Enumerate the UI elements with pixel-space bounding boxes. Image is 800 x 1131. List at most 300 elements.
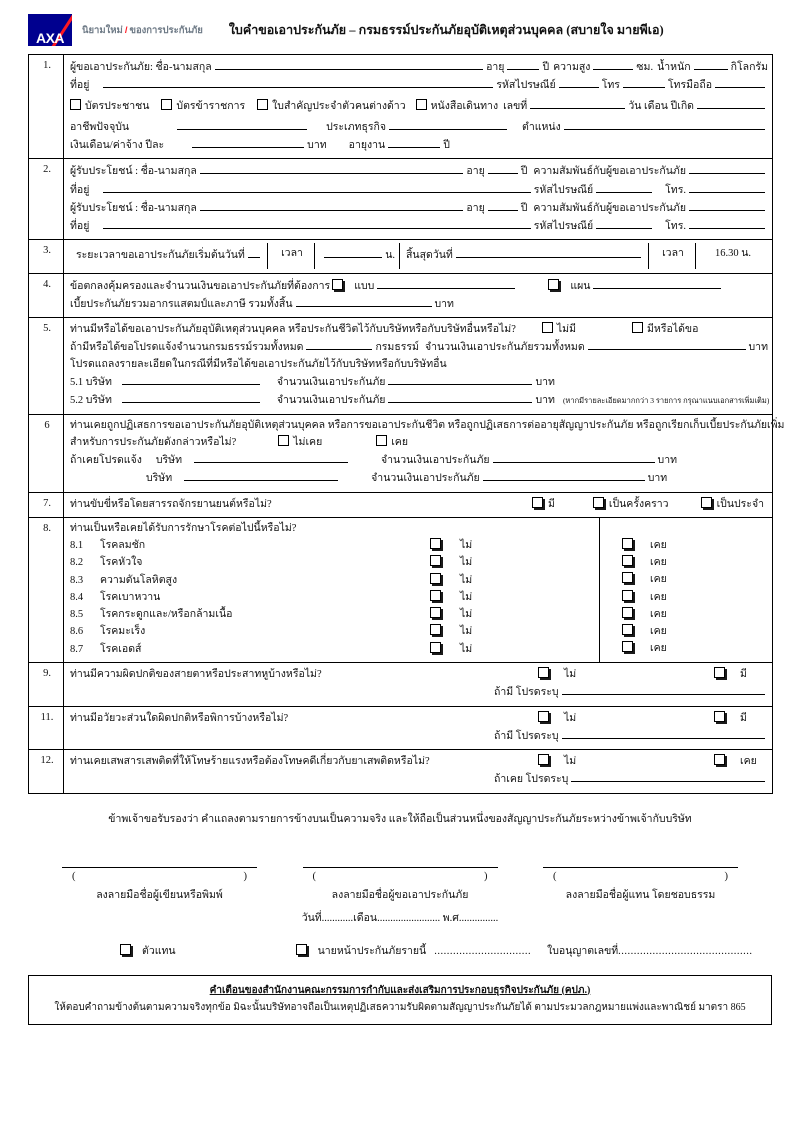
id-number-label: เลขที่ <box>503 100 528 112</box>
broker-dots[interactable]: ............................... <box>434 945 532 957</box>
s12-specify-label: ถ้าเคย โปรดระบุ <box>494 774 569 786</box>
paren-open-2: ( <box>553 870 557 882</box>
section-number-1: 1. <box>29 55 64 159</box>
checkbox-s8-no-2[interactable] <box>430 573 441 584</box>
beneficiary-2-tel-input[interactable] <box>689 217 765 229</box>
section-number-7: 7. <box>29 492 64 517</box>
s5-company-2-row <box>70 391 768 409</box>
applicant-address-row <box>70 76 768 94</box>
s6-company-label-2: บริษัท <box>146 473 173 485</box>
checkbox-s8-no-1[interactable] <box>430 555 441 566</box>
axa-logo <box>28 14 72 46</box>
table-row-section-8 <box>29 517 773 662</box>
section-number-4: 4. <box>29 273 64 318</box>
section-9-body <box>64 662 773 706</box>
s5-detail-label: โปรดแถลงรายละเอียดในกรณีที่มีหรือได้ขอเอาประกันภัยไว้กับบริษัทหรือกับบริษัทอื่น <box>70 358 447 370</box>
beneficiary-2-relation-label: ความสัมพันธ์กับผู้ขอเอาประกันภัย <box>533 202 686 214</box>
premium-label: เบี้ยประกันภัยรวมอากรแสตมป์และภาษี รวมทั้งสิ้น <box>70 298 293 310</box>
address-input[interactable] <box>103 76 493 88</box>
s6-option-no: ไม่เคย <box>293 436 323 448</box>
tagline-left: นิยามใหม่ <box>82 24 123 36</box>
list-item <box>622 537 772 554</box>
list-item <box>622 554 772 571</box>
s5-row2-label: 5.2 บริษัท <box>70 395 112 407</box>
section-number-9: 9. <box>29 662 64 706</box>
list-item <box>70 537 599 554</box>
checkbox-s8-no-4[interactable] <box>430 607 441 618</box>
s8-item-list <box>70 537 599 658</box>
s11-specify-label: ถ้ามี โปรดระบุ <box>494 730 559 742</box>
agent-label: ตัวแทน <box>142 945 176 957</box>
section-7-body <box>64 492 773 517</box>
applicant-name-input[interactable] <box>215 58 483 70</box>
beneficiary-2-address-row <box>70 217 768 235</box>
checkbox-s8-yes-3[interactable] <box>622 590 633 601</box>
id-type-row <box>70 97 768 115</box>
salary-baht-unit: บาท <box>307 140 327 152</box>
checkbox-s8-yes-5[interactable] <box>622 624 633 635</box>
s12-specify-input[interactable] <box>571 770 765 782</box>
list-item <box>622 640 772 657</box>
period-end-row <box>406 246 644 264</box>
s5-sum-1-input[interactable] <box>388 373 532 385</box>
s5-question-row <box>70 321 768 338</box>
s5-sum-2-label: จำนวนเงินเอาประกันภัย <box>276 395 386 407</box>
s8-index-5: 8.6 <box>70 626 84 638</box>
paren-open-0: ( <box>72 870 76 882</box>
broker-label: นายหน้าประกันภัยรายนี้ <box>317 945 427 957</box>
s8-yes-label-2: เคย <box>650 574 667 586</box>
beneficiary-2-year-unit: ปี <box>520 202 528 214</box>
tel-input[interactable] <box>623 76 665 88</box>
s5-baht-unit-1: บาท <box>535 376 555 388</box>
s5-detail-row <box>70 357 768 373</box>
beneficiary-2-age-label: อายุ <box>466 202 485 214</box>
page-title: ใบคำขอเอาประกันภัย – กรมธรรม์ประกันภัยอุบัติเหตุส่วนบุคคล (สบายใจ มายพีเอ) <box>228 23 664 37</box>
checkbox-s12-no[interactable] <box>538 754 549 765</box>
section-11-body <box>64 706 773 750</box>
s9-question-row <box>70 666 768 683</box>
s8-index-6: 8.7 <box>70 643 84 655</box>
declaration-text: ข้าพเจ้าขอรับรองว่า คำแถลงตามรายการข้างบนเป็นความจริง และให้ถือเป็นส่วนหนึ่งของสัญญาประกันภัยระหว่างข้าพเจ้ากับบริษัท <box>108 813 692 825</box>
s5-baht-unit-2: บาท <box>535 395 555 407</box>
work-years-unit: ปี <box>443 140 450 152</box>
s11-specify-row <box>70 727 768 745</box>
period-end-label: สิ้นสุดวันที่ <box>406 250 453 262</box>
checkbox-id-alien[interactable] <box>257 99 268 110</box>
tagline-slash: / <box>124 24 128 36</box>
salary-row <box>70 136 768 154</box>
section-4-body <box>64 273 773 318</box>
weight-label: น้ำหนัก <box>657 62 691 73</box>
s8-yes-label-6: เคย <box>650 643 667 655</box>
beneficiary-2-name-row <box>70 199 768 217</box>
section-number-12: 12. <box>29 750 64 794</box>
s8-index-1: 8.2 <box>70 557 84 569</box>
table-row-section-12 <box>29 750 773 794</box>
checkbox-coverage-plan[interactable] <box>548 279 559 290</box>
section-1-body <box>64 55 773 159</box>
beneficiary-2-age-input[interactable] <box>488 199 518 211</box>
checkbox-s11-yes[interactable] <box>714 711 725 722</box>
work-years-input[interactable] <box>388 136 440 148</box>
s8-no-label-1: ไม่ <box>460 557 473 569</box>
checkbox-coverage-type[interactable] <box>332 279 343 290</box>
s7-question-row <box>70 496 768 513</box>
s8-index-0: 8.1 <box>70 540 84 552</box>
s6-question-line-1 <box>70 418 785 434</box>
s8-yes-label-3: เคย <box>650 591 667 603</box>
license-label: ใบอนุญาตเลขที่ <box>547 945 619 957</box>
coverage-plan-input[interactable] <box>593 277 721 289</box>
s8-wrapper <box>70 521 768 658</box>
s8-name-0: โรคลมชัก <box>100 540 146 552</box>
s6-sum-label-1: จำนวนเงินเอาประกันภัย <box>381 455 490 467</box>
paren-close-2: ) <box>724 870 728 882</box>
checkbox-s11-no[interactable] <box>538 711 549 722</box>
s6-option-yes: เคย <box>391 436 408 448</box>
signature-parens-writer <box>62 871 257 882</box>
s8-name-2: ความดันโลหิตสูง <box>100 574 178 586</box>
list-item <box>70 606 599 623</box>
s9-specify-label: ถ้ามี โปรดระบุ <box>494 687 559 699</box>
s12-question: ท่านเคยเสพสารเสพติดที่ให้โทษร้ายแรงหรือต้องโทษคดีเกี่ยวกับยาเสพติดหรือไม่? <box>70 756 430 768</box>
period-start-row <box>76 246 263 264</box>
mobile-label: โทรมือถือ <box>667 80 712 92</box>
s7-option-yes: มี <box>547 498 555 510</box>
beneficiary-1-age-input[interactable] <box>488 162 518 174</box>
checkbox-s8-no-3[interactable] <box>430 590 441 601</box>
salary-label: เงินเดือน/ค่าจ้าง ปีละ <box>70 140 165 152</box>
start-time-cell <box>315 243 400 268</box>
s8-no-label-3: ไม่ <box>460 591 473 603</box>
s6-baht-2: บาท <box>647 473 668 485</box>
list-item <box>70 572 599 589</box>
beneficiary-1-relation-label: ความสัมพันธ์กับผู้ขอเอาประกันภัย <box>533 166 686 178</box>
s5-baht-unit: บาท <box>748 342 768 354</box>
height-input[interactable] <box>593 58 633 70</box>
s6-question-1: ท่านเคยถูกปฏิเสธการขอเอาประกันภัยอุบัติเหตุส่วนบุคคล หรือการขอเอาประกันชีวิต หรือถูกปฏิเสธการต่ออายุสัญญาประกันภัย หรือถูกเรียกเก็บเบี้ยประกันภัยเพิ่ม <box>70 419 785 431</box>
tagline-right: ของการประกันภัย <box>129 24 203 36</box>
premium-row <box>70 295 768 313</box>
position-label: ตำแหน่ง <box>522 121 561 133</box>
s8-no-label-0: ไม่ <box>460 540 473 552</box>
year-unit: ปี <box>542 62 550 73</box>
checkbox-s7-regular[interactable] <box>701 497 712 508</box>
s6-company-2-row <box>70 469 768 487</box>
checkbox-id-government[interactable] <box>161 99 172 110</box>
s5-company-1-input[interactable] <box>122 373 260 385</box>
s5-option-no: ไม่มี <box>556 324 576 336</box>
section-number-8: 8. <box>29 517 64 662</box>
height-label: ความสูง <box>553 62 591 73</box>
beneficiary-2-postcode-input[interactable] <box>596 217 652 229</box>
birth-input[interactable] <box>697 97 765 109</box>
s5-option-yes: มีหรือได้ขอ <box>647 324 699 336</box>
occupation-label: อาชีพปัจจุบัน <box>70 121 130 133</box>
checkbox-s8-yes-1[interactable] <box>622 555 633 566</box>
address-label: ที่อยู่ <box>70 80 90 92</box>
checkbox-s5-yes[interactable] <box>632 322 643 333</box>
s8-no-label-2: ไม่ <box>460 574 473 586</box>
checkbox-s9-no[interactable] <box>538 667 549 678</box>
s6-company-2-input[interactable] <box>184 469 338 481</box>
business-input[interactable] <box>389 118 507 130</box>
s5-total-sum-label: จำนวนเงินเอาประกันภัยรวมทั้งหมด <box>424 342 585 354</box>
s12-option-yes: เคย <box>740 756 757 768</box>
checkbox-s12-yes[interactable] <box>714 754 725 765</box>
list-item <box>622 571 772 588</box>
checkbox-id-passport[interactable] <box>416 99 427 110</box>
weight-input[interactable] <box>694 58 728 70</box>
checkbox-s6-never[interactable] <box>278 435 289 446</box>
signature-block-applicant <box>303 867 498 903</box>
paren-close-1: ) <box>484 870 488 882</box>
checkbox-s7-occasional[interactable] <box>593 497 604 508</box>
table-row-section-2 <box>29 159 773 240</box>
id-option-3: หนังสือเดินทาง <box>430 100 499 112</box>
warning-box <box>28 975 772 1025</box>
list-item <box>70 589 599 606</box>
checkbox-s8-no-0[interactable] <box>430 538 441 549</box>
period-start-input[interactable] <box>248 246 260 258</box>
s6-sum-1-input[interactable] <box>493 451 655 463</box>
checkbox-s8-yes-4[interactable] <box>622 607 633 618</box>
start-time-label-cell: เวลา <box>268 243 315 268</box>
s12-question-row <box>70 753 768 770</box>
beneficiary-1-label: ผู้รับประโยชน์ : ชื่อ-นามสกุล <box>70 166 197 178</box>
s8-index-4: 8.5 <box>70 609 84 621</box>
s6-if-yes-label: ถ้าเคยโปรดแจ้ง <box>70 455 142 467</box>
start-hour-unit: น. <box>385 250 395 262</box>
section-12-body <box>64 750 773 794</box>
beneficiary-1-tel-input[interactable] <box>689 181 765 193</box>
checkbox-s8-yes-6[interactable] <box>622 641 633 652</box>
beneficiary-1-name-row <box>70 162 768 180</box>
applicant-name-label: ผู้ขอเอาประกันภัย: ชื่อ-นามสกุล <box>70 62 212 73</box>
warning-title: คำเตือนของสำนักงานคณะกรรมการกำกับและส่งเสริมการประกอบธุรกิจประกันภัย (คปภ.) <box>209 984 591 996</box>
s7-option-occasional: เป็นครั้งคราว <box>608 498 669 510</box>
signature-line-guardian[interactable] <box>543 867 738 868</box>
signature-line-applicant[interactable] <box>303 867 498 868</box>
beneficiary-2-postcode-label: รหัสไปรษณีย์ <box>533 221 594 233</box>
signature-block-guardian <box>543 867 738 903</box>
beneficiary-1-age-label: อายุ <box>466 166 485 178</box>
mobile-input[interactable] <box>715 76 765 88</box>
beneficiary-2-relation-input[interactable] <box>689 199 765 211</box>
list-item <box>622 623 772 640</box>
s6-sum-label-2: จำนวนเงินเอาประกันภัย <box>371 473 480 485</box>
signature-area <box>62 867 738 903</box>
date-line[interactable]: วันที่............เดือน........................ พ.ศ............... <box>301 912 499 924</box>
s9-option-no: ไม่ <box>564 668 577 680</box>
work-years-label: อายุงาน <box>348 140 386 152</box>
age-input[interactable] <box>507 58 539 70</box>
period-end-input[interactable] <box>456 246 641 258</box>
s6-baht-1: บาท <box>657 455 678 467</box>
coverage-label: ข้อตกลงคุ้มครองและจำนวนเงินขอเอาประกันภัยที่ต้องการ <box>70 280 331 292</box>
s11-specify-input[interactable] <box>562 727 765 739</box>
s8-no-label-4: ไม่ <box>460 609 473 621</box>
signature-line-writer[interactable] <box>62 867 257 868</box>
checkbox-s7-yes[interactable] <box>532 497 543 508</box>
premium-input[interactable] <box>296 295 432 307</box>
beneficiary-1-name-input[interactable] <box>200 162 464 174</box>
s8-left-column <box>70 521 599 658</box>
signature-caption-applicant: ลงลายมือชื่อผู้ขอเอาประกันภัย <box>331 889 469 901</box>
paren-open-1: ( <box>312 870 316 882</box>
beneficiary-2-label: ผู้รับประโยชน์ : ชื่อ-นามสกุล <box>70 202 197 214</box>
warning-body: ให้ตอบคำถามข้างต้นตามความจริงทุกข้อ มิฉะนั้นบริษัทอาจถือเป็นเหตุปฏิเสธความรับผิดตามสัญญาประกันภัยได้ ตามประมวลกฎหมายแพ่งและพาณิชย์ มาตรา 865 <box>54 1001 746 1013</box>
s8-index-2: 8.3 <box>70 574 84 586</box>
beneficiary-1-postcode-input[interactable] <box>596 181 652 193</box>
section-8-body <box>64 517 773 662</box>
list-item <box>622 589 772 606</box>
s11-option-yes: มี <box>740 712 747 724</box>
period-start-label: ระยะเวลาขอเอาประกันภัยเริ่มต้นวันที่ <box>76 250 245 262</box>
section-5-body <box>64 318 773 414</box>
table-row-section-6 <box>29 414 773 492</box>
checkbox-s8-yes-0[interactable] <box>622 538 633 549</box>
table-row-section-5 <box>29 318 773 414</box>
id-option-0: บัตรประชาชน <box>85 100 150 112</box>
signature-caption-writer: ลงลายมือชื่อผู้เขียนหรือพิมพ์ <box>96 889 223 901</box>
start-time-row <box>321 246 395 264</box>
beneficiary-1-address-row <box>70 181 768 199</box>
age-label: อายุ <box>486 62 505 73</box>
beneficiary-2-name-input[interactable] <box>200 199 464 211</box>
coverage-type-input[interactable] <box>377 277 515 289</box>
section-6-body <box>64 414 785 492</box>
checkbox-s5-no[interactable] <box>542 322 553 333</box>
s5-policy-unit: กรมธรรม์ <box>375 342 419 354</box>
s11-question: ท่านมีอวัยวะส่วนใดผิดปกติหรือพิการบ้างหรือไม่? <box>70 712 289 724</box>
checkbox-s6-ever[interactable] <box>376 435 387 446</box>
s6-company-1-row <box>70 451 768 469</box>
applicant-name-row <box>70 58 768 76</box>
tel-label: โทร <box>601 80 620 92</box>
s11-option-no: ไม่ <box>564 712 577 724</box>
end-time-value: 16.30 น. <box>714 248 752 260</box>
s7-question: ท่านขับขี่หรือโดยสารรถจักรยานยนต์หรือไม่? <box>70 498 272 510</box>
table-row-section-4 <box>29 273 773 318</box>
s11-question-row <box>70 710 768 727</box>
list-item <box>622 606 772 623</box>
postcode-input[interactable] <box>559 76 599 88</box>
id-number-input[interactable] <box>530 97 625 109</box>
s5-sum-2-input[interactable] <box>388 391 532 403</box>
list-item <box>70 623 599 640</box>
s8-name-4: โรคกระดูกและ/หรือกล้ามเนื้อ <box>100 609 233 621</box>
s5-policy-count-input[interactable] <box>306 338 372 350</box>
occupation-row <box>70 118 768 136</box>
checkbox-s8-yes-2[interactable] <box>622 572 633 583</box>
s8-yes-label-1: เคย <box>650 557 667 569</box>
beneficiary-1-tel-label: โทร. <box>665 184 686 196</box>
s8-yes-label-4: เคย <box>650 608 667 620</box>
checkbox-agent[interactable] <box>120 944 131 955</box>
table-row-section-9 <box>29 662 773 706</box>
s9-specify-row <box>70 683 768 701</box>
checkbox-s8-no-5[interactable] <box>430 624 441 635</box>
s5-row1-label: 5.1 บริษัท <box>70 376 112 388</box>
signature-parens-guardian <box>543 871 738 882</box>
beneficiary-1-postcode-label: รหัสไปรษณีย์ <box>533 184 594 196</box>
agent-broker-row <box>120 942 800 959</box>
s6-company-label-1: บริษัท <box>155 455 182 467</box>
occupation-input[interactable] <box>177 118 307 130</box>
form-table <box>28 54 785 794</box>
s6-company-1-input[interactable] <box>194 451 348 463</box>
checkbox-id-citizen[interactable] <box>70 99 81 110</box>
s9-option-yes: มี <box>740 668 747 680</box>
signature-block-writer <box>62 867 257 903</box>
beneficiary-2-address-input[interactable] <box>103 217 530 229</box>
s5-company-2-input[interactable] <box>122 391 260 403</box>
beneficiary-1-address-label: ที่อยู่ <box>70 184 90 196</box>
s8-name-6: โรคเอดส์ <box>100 643 142 655</box>
s5-total-sum-input[interactable] <box>588 338 746 350</box>
period-start-cell <box>70 243 268 268</box>
section-3-table <box>70 243 768 268</box>
section-number-5: 5. <box>29 318 64 414</box>
start-time-input[interactable] <box>324 246 382 258</box>
checkbox-broker[interactable] <box>296 944 307 955</box>
s9-question: ท่านมีความผิดปกติของสายตาหรือประสาทหูบ้างหรือไม่? <box>70 668 322 680</box>
id-option-1: บัตรข้าราชการ <box>176 100 246 112</box>
s8-no-label-6: ไม่ <box>460 643 473 655</box>
period-end-cell <box>400 243 649 268</box>
birth-label: วัน เดือน ปีเกิด <box>628 100 694 112</box>
s6-question-line-2 <box>70 434 768 451</box>
license-dots[interactable]: ........................................... <box>618 945 753 957</box>
beneficiary-2-address-label: ที่อยู่ <box>70 221 90 233</box>
beneficiary-1-relation-input[interactable] <box>689 162 765 174</box>
s9-specify-input[interactable] <box>562 683 765 695</box>
s6-question-2: สำหรับการประกันภัยดังกล่าวหรือไม่? <box>70 436 237 448</box>
beneficiary-1-year-unit: ปี <box>520 166 528 178</box>
end-time-label-cell: เวลา <box>649 243 696 268</box>
s5-question: ท่านมีหรือได้ขอเอาประกันภัยอุบัติเหตุส่วนบุคคล หรือประกันชีวิตไว้กับบริษัทหรือกับบริษัทอื่นหรือไม่? <box>70 324 516 336</box>
kg-unit: กิโลกรัม <box>730 62 768 73</box>
beneficiary-1-address-input[interactable] <box>103 181 530 193</box>
form-header <box>0 0 800 54</box>
section-number-11: 11. <box>29 706 64 750</box>
position-input[interactable] <box>564 118 765 130</box>
coverage-type-label: แบบ <box>354 280 375 292</box>
brand-tagline <box>82 23 203 38</box>
checkbox-s8-no-6[interactable] <box>430 642 441 653</box>
coverage-row <box>70 277 768 295</box>
s8-yes-label-5: เคย <box>650 626 667 638</box>
premium-baht-unit: บาท <box>434 298 454 310</box>
salary-input[interactable] <box>192 136 304 148</box>
section-number-2: 2. <box>29 159 64 240</box>
s5-note: (หากมีรายละเอียดมากกว่า 3 รายการ กรุณาแนบเอกสารเพิ่มเติม) <box>562 396 770 406</box>
table-row-section-1 <box>29 55 773 159</box>
checkbox-s9-yes[interactable] <box>714 667 725 678</box>
s5-sum-1-label: จำนวนเงินเอาประกันภัย <box>276 376 386 388</box>
s12-specify-row <box>70 770 768 788</box>
s8-name-5: โรคมะเร็ง <box>100 626 146 638</box>
beneficiary-2-tel-label: โทร. <box>665 221 686 233</box>
s6-sum-2-input[interactable] <box>483 469 645 481</box>
s8-yes-label-0: เคย <box>650 539 667 551</box>
s8-name-1: โรคหัวใจ <box>100 557 143 569</box>
s7-option-regular: เป็นประจำ <box>716 498 764 510</box>
s5-company-1-row <box>70 373 768 391</box>
logo-text: AXA <box>35 30 65 46</box>
